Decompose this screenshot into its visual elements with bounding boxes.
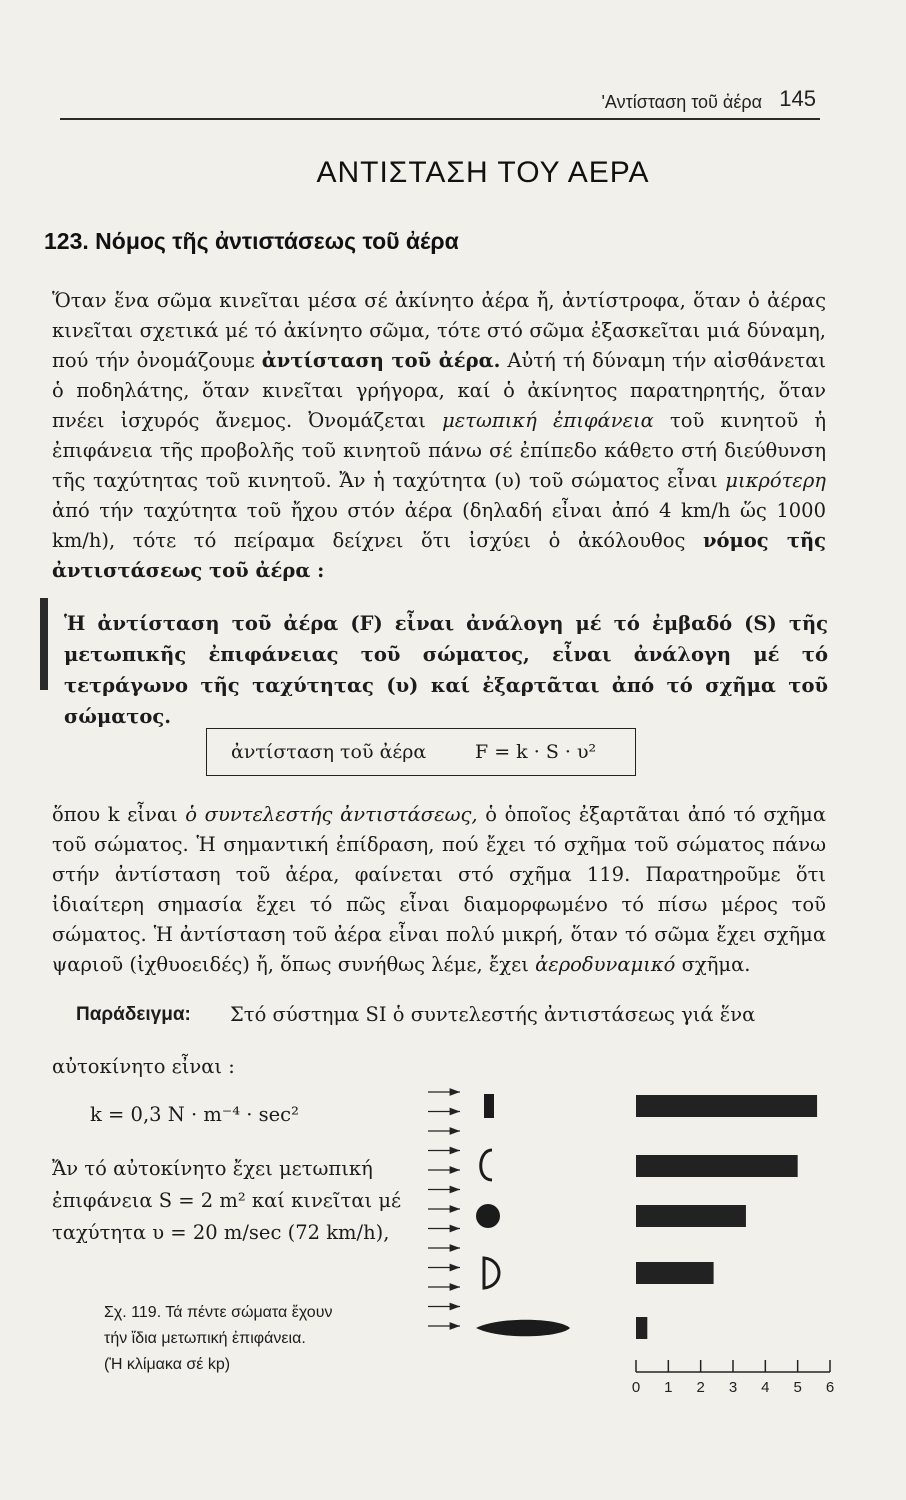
chapter-title: ΑΝΤΙΣΤΑΣΗ ΤΟΥ ΑΕΡΑ <box>316 156 650 189</box>
formula-expression: F = k · S · υ² <box>475 741 597 763</box>
figure-caption-line-2: τήν ἴδια μετωπική ἐπιφάνεια. <box>104 1330 306 1347</box>
figure-caption-line-3: (Ἡ κλίμακα σέ kp) <box>104 1356 231 1373</box>
law-statement: Ἡ ἀντίσταση τοῦ ἀέρα (F) εἶναι ἀνάλογη μέ τό ἐμβαδό (S) τῆς μετωπικῆς ἐπιφάνειας τοῦ σώματος, εἶναι ἀνάλογη μέ τό τετράγωνο τῆς ταχύτητας (υ) καί ἐξαρτᾶται ἀπό τό σχῆμα τοῦ σώματος. <box>64 612 828 728</box>
body-hollow-hemisphere <box>481 1150 492 1180</box>
term-aerodynamic: ἀεροδυναμικό <box>535 953 676 976</box>
intro-paragraph <box>52 286 826 586</box>
scale-tick-label: 2 <box>696 1379 705 1396</box>
resistance-bars <box>636 1095 817 1339</box>
resistance-bar <box>636 1317 647 1339</box>
example-line-3: ταχύτητα υ = 20 m/sec (72 km/h), <box>52 1221 390 1244</box>
explanation-text-3: σχῆμα. <box>681 953 751 976</box>
body-sphere <box>476 1204 500 1228</box>
intro-text-4: ἀπό τήν ταχύτητα τοῦ ἤχου στόν ἀέρα (δηλαδή εἶναι ἀπό 4 km/h ὥς 1000 km/h), τότε τό πείραμα δείχνει ὅτι ἰσχύει ὁ ἀκόλουθος <box>52 499 826 552</box>
scale-tick-label: 1 <box>664 1379 673 1396</box>
body-hemisphere <box>484 1258 499 1288</box>
example-intro-line-2: αὐτοκίνητο εἶναι : <box>52 1055 235 1078</box>
section-number: 123. <box>44 228 89 254</box>
formula-label: ἀντίσταση τοῦ ἀέρα <box>231 741 427 763</box>
page-header <box>60 86 820 120</box>
scale-tick-label: 3 <box>728 1379 738 1396</box>
resistance-bar <box>636 1095 817 1117</box>
figure-caption-line-1: Σχ. 119. Τά πέντε σώματα ἔχουν <box>104 1304 333 1321</box>
section-heading <box>44 228 459 255</box>
example-line-2: ἐπιφάνεια S = 2 m² καί κινεῖται μέ <box>52 1189 402 1212</box>
body-flat-plate <box>484 1094 494 1118</box>
law-margin-bar <box>40 598 48 690</box>
resistance-bar <box>636 1205 746 1227</box>
show-through-text <box>620 132 626 153</box>
intro-text-3: τοῦ κινητοῦ ἡ ἐπιφάνεια τῆς προβολῆς τοῦ κινητοῦ πάνω σέ ἐπίπεδο κάθετο στή διεύθυνση τῆς ταχύτητας τοῦ κινητοῦ. Ἄν ἡ ταχύτητα (υ) τοῦ σώματος εἶναι <box>52 409 827 492</box>
example-heading: Παράδειγμα: <box>76 1004 191 1025</box>
explanation-text-1: ὅπου k εἶναι <box>52 803 178 826</box>
figure-119 <box>420 1080 840 1400</box>
resistance-bar <box>636 1262 714 1284</box>
term-smaller: μικρότερη <box>725 469 826 492</box>
scale-tick-label: 6 <box>825 1379 835 1396</box>
term-air-resistance: ἀντίσταση τοῦ ἀέρα. <box>261 349 501 372</box>
page-number: 145 <box>779 86 816 111</box>
body-streamlined <box>476 1320 570 1337</box>
intro-text-2: Αὐτή τή δύναμη τήν αἰσθάνεται ὁ ποδηλάτης, ὅταν κινεῖται γρήγορα, καί ὁ ἀκίνητος παρατηρητής, ὅταν πνέει ἰσχυρός ἄνεμος. Ὀνομάζεται <box>52 349 827 432</box>
example-line-1: Ἄν τό αὐτοκίνητο ἔχει μετωπική <box>52 1157 373 1180</box>
term-frontal-area: μετωπική ἐπιφάνεια <box>442 409 654 432</box>
formula-box <box>206 728 636 776</box>
resistance-bar <box>636 1155 798 1177</box>
scale-tick-label: 4 <box>761 1379 770 1396</box>
example-intro-line-1: Στό σύστημα SI ὁ συντελεστής ἀντιστάσεως γιά ἕνα <box>230 1003 756 1026</box>
term-law: νόμος τῆς ἀντιστάσεως τοῦ ἀέρα : <box>52 529 827 582</box>
scale-tick-label: 5 <box>793 1379 802 1396</box>
running-title: 'Αντίσταση τοῦ ἀέρα <box>601 92 762 112</box>
intro-text-1: Ὅταν ἕνα σῶμα κινεῖται μέσα σέ ἀκίνητο ἀέρα ἤ, ἀντίστροφα, ὅταν ὁ ἀέρας κινεῖται σχετικά μέ τό ἀκίνητο σῶμα, τότε στό σῶμα ἐξασκεῖται μιά δύναμη, πού τήν ὀνομάζουμε <box>52 289 826 372</box>
explanation-text-2: ὁ ὁποῖος ἐξαρτᾶται ἀπό τό σχῆμα τοῦ σώματος. Ἡ σημαντική ἐπίδραση, πού ἔχει τό σχῆμα τοῦ σώματος πάνω στήν ἀντίσταση τοῦ ἀέρα, φαίνεται στό σχῆμα 119. Παρατηροῦμε ὅτι ἰδιαίτερη σημασία ἔχει τό πῶς εἶναι διαμορφωμένο τό πίσω μέρος τοῦ σώματος. Ἡ ἀντίσταση τοῦ ἀέρα εἶναι πολύ μικρή, ὅταν τό σῶμα ἔχει σχῆμα ψαριοῦ (ἰχθυοειδές) ἤ, ὅπως συνήθως λέμε, ἔχει <box>52 803 827 976</box>
scale-axis <box>632 1360 834 1396</box>
scale-tick-label: 0 <box>631 1379 641 1396</box>
k-value: k = 0,3 N · m⁻⁴ · sec² <box>90 1103 299 1126</box>
explanation-paragraph <box>52 800 826 980</box>
term-coefficient: ὁ συντελεστής ἀντιστάσεως, <box>185 803 478 826</box>
section-title: Νόμος τῆς ἀντιστάσεως τοῦ ἀέρα <box>95 228 459 254</box>
airflow-arrows <box>428 1092 460 1326</box>
